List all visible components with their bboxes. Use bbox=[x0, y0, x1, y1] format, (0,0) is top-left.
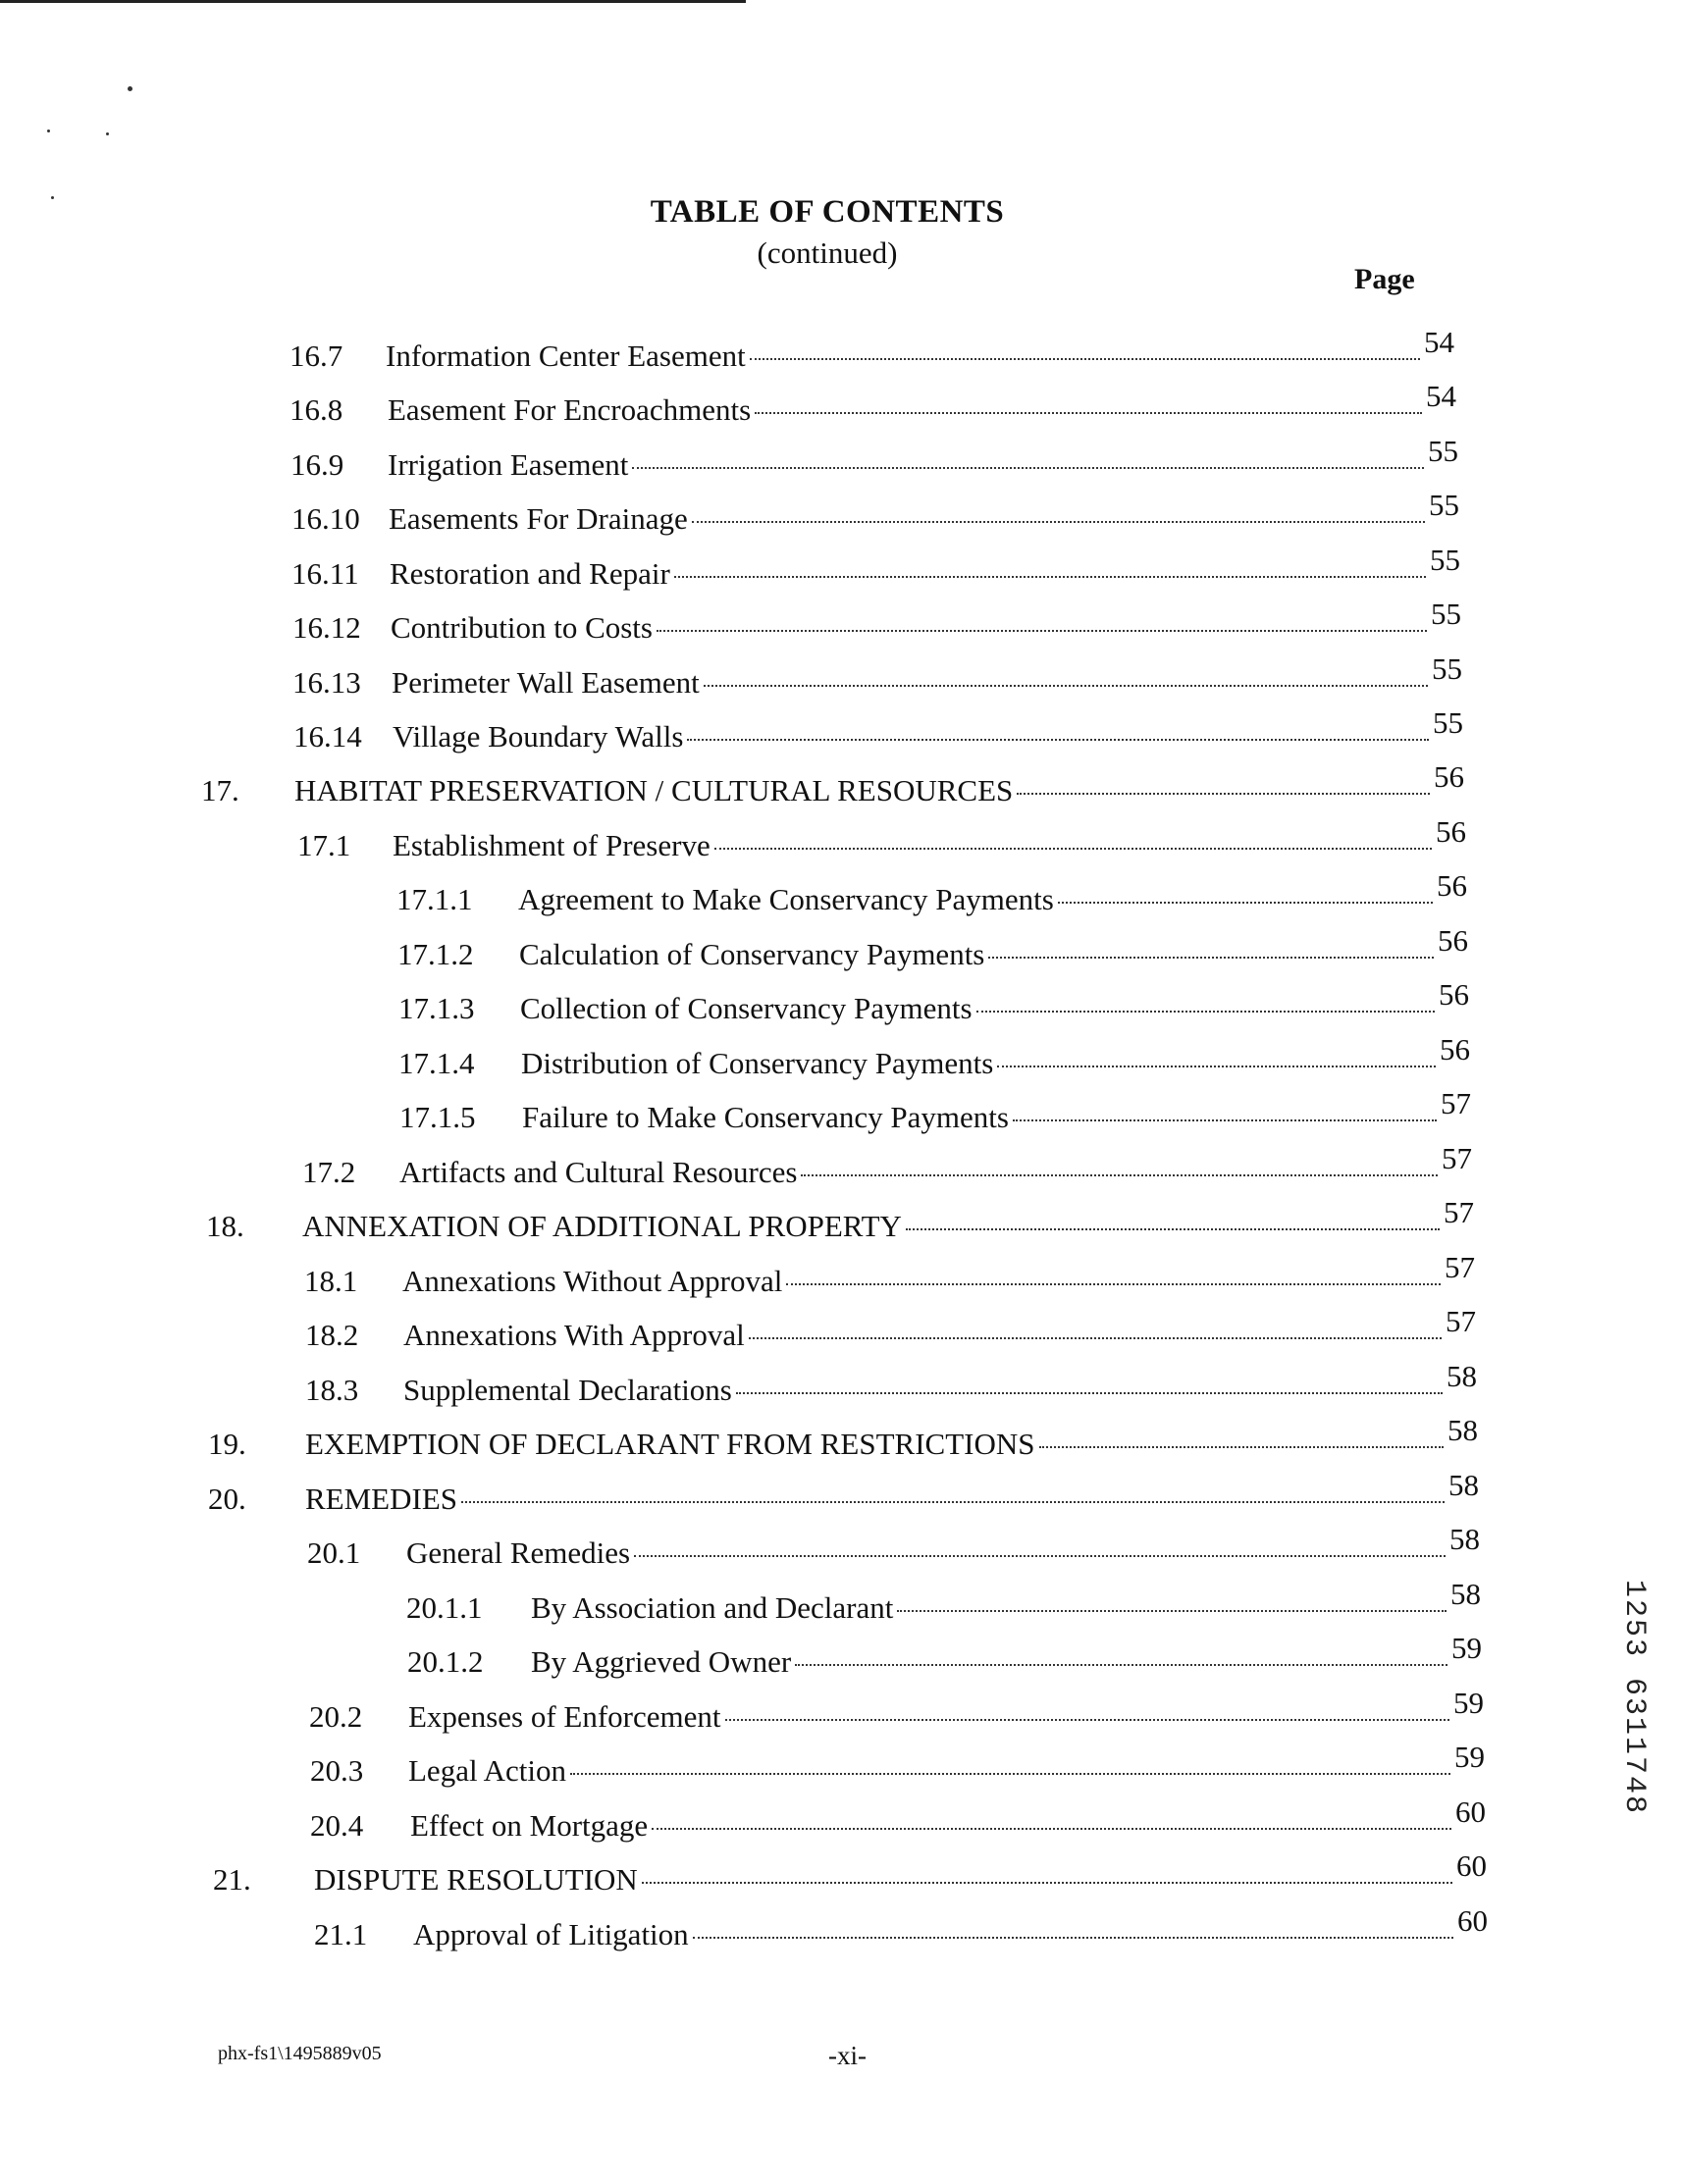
toc-entry-page: 56 bbox=[1438, 923, 1468, 958]
dot-leader bbox=[736, 1392, 1443, 1394]
toc-entry bbox=[208, 1468, 1479, 1525]
dot-leader bbox=[657, 630, 1427, 632]
toc-entry bbox=[407, 1631, 1482, 1688]
dot-leader bbox=[988, 957, 1434, 959]
toc-entry bbox=[213, 1848, 1487, 1905]
toc-entry-title: General Remedies bbox=[406, 1535, 631, 1570]
dot-leader bbox=[632, 467, 1424, 469]
toc-entry-page: 55 bbox=[1429, 488, 1459, 522]
toc-entry-number: 18.2 bbox=[305, 1318, 359, 1352]
dot-leader bbox=[976, 1011, 1435, 1013]
toc-entry-title: Easements For Drainage bbox=[389, 501, 688, 536]
toc-entry bbox=[406, 1577, 1481, 1634]
toc-entry bbox=[304, 1250, 1475, 1307]
dot-leader bbox=[652, 1828, 1451, 1830]
toc-entry-title: EXEMPTION OF DECLARANT FROM RESTRICTIONS bbox=[305, 1427, 1035, 1461]
scan-edge bbox=[0, 0, 746, 3]
toc-entry-title: Perimeter Wall Easement bbox=[392, 665, 700, 700]
toc-entry-number: 20.4 bbox=[310, 1808, 364, 1843]
dot-leader bbox=[674, 576, 1426, 578]
toc-entry-title: Annexations With Approval bbox=[403, 1318, 745, 1352]
toc-entry-title: Restoration and Repair bbox=[390, 556, 670, 591]
dot-leader bbox=[461, 1501, 1445, 1503]
dot-leader bbox=[692, 521, 1425, 523]
toc-entry-title: Approval of Litigation bbox=[413, 1917, 689, 1951]
page-number: -xi- bbox=[828, 2041, 867, 2070]
toc-entry bbox=[208, 1413, 1478, 1470]
dot-leader bbox=[750, 358, 1420, 360]
dot-leader bbox=[704, 685, 1428, 687]
toc-entry bbox=[201, 759, 1464, 816]
toc-entry-page: 60 bbox=[1455, 1794, 1486, 1829]
toc-entry-title: Distribution of Conservancy Payments bbox=[521, 1046, 994, 1080]
toc-entry-title: By Association and Declarant bbox=[531, 1590, 894, 1625]
dot-leader bbox=[1017, 793, 1430, 795]
toc-entry-number: 16.7 bbox=[289, 338, 343, 373]
toc-entry-title: REMEDIES bbox=[305, 1482, 457, 1516]
toc-entry bbox=[291, 543, 1460, 599]
toc-entry bbox=[289, 325, 1454, 382]
toc-entry-number: 20.1 bbox=[307, 1535, 361, 1570]
toc-entry-page: 59 bbox=[1451, 1631, 1482, 1665]
toc-entry-page: 55 bbox=[1432, 651, 1462, 686]
toc-entry bbox=[292, 651, 1462, 708]
dot-leader bbox=[570, 1773, 1450, 1775]
toc-entry-title: Village Boundary Walls bbox=[393, 719, 684, 754]
toc-entry bbox=[397, 923, 1468, 980]
toc-entry-title: Establishment of Preserve bbox=[393, 828, 710, 862]
toc-entry-page: 58 bbox=[1447, 1413, 1478, 1447]
dot-leader bbox=[786, 1283, 1441, 1285]
toc-entry-number: 21.1 bbox=[314, 1917, 368, 1951]
toc-entry bbox=[305, 1359, 1477, 1416]
toc-entry-number: 16.8 bbox=[289, 392, 343, 427]
toc-entry-page: 59 bbox=[1454, 1740, 1485, 1774]
toc-entry-page: 57 bbox=[1444, 1195, 1474, 1229]
toc-entry-number: 17.1.5 bbox=[399, 1100, 476, 1134]
toc-entry-title: Annexations Without Approval bbox=[402, 1264, 783, 1298]
toc-entry-page: 56 bbox=[1434, 759, 1464, 794]
toc-entry-page: 58 bbox=[1449, 1522, 1480, 1556]
toc-entry-page: 54 bbox=[1426, 379, 1456, 413]
toc-entry-title: Expenses of Enforcement bbox=[408, 1699, 721, 1734]
page-subtitle: (continued) bbox=[757, 235, 898, 270]
toc-entry-page: 57 bbox=[1441, 1086, 1471, 1120]
page-title: TABLE OF CONTENTS bbox=[650, 194, 1005, 230]
toc-entry bbox=[310, 1794, 1486, 1851]
bates-stamp: 1253 6311748 bbox=[1617, 1580, 1651, 1816]
toc-entry-page: 58 bbox=[1450, 1577, 1481, 1611]
toc-entry-title: ANNEXATION OF ADDITIONAL PROPERTY bbox=[302, 1209, 902, 1243]
dot-leader bbox=[795, 1664, 1447, 1666]
toc-entry bbox=[310, 1740, 1485, 1796]
toc-entry bbox=[206, 1195, 1474, 1252]
dot-leader bbox=[725, 1719, 1450, 1721]
toc-entry-number: 20.2 bbox=[309, 1699, 363, 1734]
toc-entry-number: 18. bbox=[206, 1209, 244, 1243]
toc-entry-page: 56 bbox=[1440, 1032, 1470, 1066]
toc-entry-page: 57 bbox=[1442, 1141, 1472, 1175]
toc-entry-title: Easement For Encroachments bbox=[388, 392, 752, 427]
dot-leader bbox=[693, 1937, 1453, 1939]
dot-leader bbox=[749, 1337, 1442, 1339]
toc-entry-page: 55 bbox=[1430, 543, 1460, 577]
toc-entry bbox=[291, 488, 1459, 545]
toc-entry-number: 17.1.4 bbox=[398, 1046, 475, 1080]
dot-leader bbox=[634, 1555, 1446, 1557]
dot-leader bbox=[1039, 1446, 1445, 1448]
toc-entry-number: 21. bbox=[213, 1862, 251, 1897]
toc-entry bbox=[290, 434, 1458, 491]
toc-entry-title: DISPUTE RESOLUTION bbox=[314, 1862, 638, 1897]
toc-entry-title: Irrigation Easement bbox=[388, 447, 629, 482]
toc-entry-title: Legal Action bbox=[408, 1753, 566, 1788]
dot-leader bbox=[642, 1882, 1452, 1884]
toc-entry-title: Information Center Easement bbox=[386, 338, 746, 373]
toc-entry-page: 57 bbox=[1446, 1304, 1476, 1338]
toc-entry-page: 57 bbox=[1445, 1250, 1475, 1284]
dot-leader bbox=[714, 848, 1432, 850]
toc-entry-title: Failure to Make Conservancy Payments bbox=[522, 1100, 1009, 1134]
toc-entry-number: 17.2 bbox=[302, 1155, 356, 1189]
toc-entry-page: 56 bbox=[1439, 977, 1469, 1012]
toc-entry bbox=[398, 977, 1469, 1034]
toc-entry-number: 17.1.3 bbox=[398, 991, 475, 1025]
toc-entry-title: Agreement to Make Conservancy Payments bbox=[518, 882, 1054, 916]
toc-entry bbox=[309, 1686, 1484, 1742]
toc-entry-title: Effect on Mortgage bbox=[410, 1808, 649, 1843]
toc-entry-title: Collection of Conservancy Payments bbox=[520, 991, 973, 1025]
dot-leader bbox=[755, 412, 1422, 414]
toc-entry-title: Supplemental Declarations bbox=[403, 1373, 732, 1407]
scan-speck bbox=[106, 132, 109, 135]
toc-entry-page: 56 bbox=[1437, 868, 1467, 903]
toc-entry bbox=[293, 705, 1463, 762]
toc-entry-page: 55 bbox=[1428, 434, 1458, 468]
toc-entry-page: 60 bbox=[1457, 1903, 1488, 1938]
toc-entry-number: 18.1 bbox=[304, 1264, 358, 1298]
toc-entry bbox=[302, 1141, 1472, 1198]
toc-entry bbox=[292, 597, 1461, 653]
toc-entry-page: 54 bbox=[1424, 325, 1454, 359]
dot-leader bbox=[897, 1610, 1447, 1612]
toc-entry-page: 59 bbox=[1453, 1686, 1484, 1720]
toc-entry bbox=[297, 814, 1466, 871]
toc-entry bbox=[398, 1032, 1470, 1089]
toc-entry-page: 60 bbox=[1456, 1848, 1487, 1883]
dot-leader bbox=[1013, 1119, 1437, 1121]
dot-leader bbox=[687, 739, 1429, 741]
toc-entry bbox=[305, 1304, 1476, 1361]
document-id: phx-fs1\1495889v05 bbox=[218, 2043, 382, 2064]
toc-entry bbox=[307, 1522, 1480, 1579]
toc-entry-number: 16.14 bbox=[293, 719, 362, 754]
toc-entry-number: 20.1.2 bbox=[407, 1644, 484, 1679]
toc-entry-number: 16.13 bbox=[292, 665, 361, 700]
scan-speck bbox=[128, 86, 132, 91]
dot-leader bbox=[1058, 902, 1433, 904]
toc-entry bbox=[289, 379, 1456, 436]
toc-entry-page: 55 bbox=[1431, 597, 1461, 631]
toc-entry-number: 18.3 bbox=[305, 1373, 359, 1407]
toc-entry-number: 16.10 bbox=[291, 501, 360, 536]
page-column-label: Page bbox=[1354, 263, 1415, 295]
toc-entry-title: HABITAT PRESERVATION / CULTURAL RESOURCES bbox=[294, 773, 1014, 807]
toc-entry-page: 58 bbox=[1448, 1468, 1479, 1502]
toc-entry bbox=[314, 1903, 1488, 1960]
scan-speck bbox=[47, 130, 50, 132]
toc-entry-number: 20.1.1 bbox=[406, 1590, 483, 1625]
dot-leader bbox=[906, 1228, 1440, 1230]
toc-entry-title: Artifacts and Cultural Resources bbox=[399, 1155, 798, 1189]
toc-entry-title: Contribution to Costs bbox=[391, 610, 653, 645]
toc-entry bbox=[396, 868, 1467, 925]
toc-entry-page: 56 bbox=[1436, 814, 1466, 849]
toc-entry-number: 16.9 bbox=[290, 447, 344, 482]
toc-entry-number: 17.1.1 bbox=[396, 882, 473, 916]
toc-entry-number: 16.12 bbox=[292, 610, 361, 645]
dot-leader bbox=[801, 1174, 1438, 1176]
toc-entry-number: 16.11 bbox=[291, 556, 359, 591]
toc-entry-page: 58 bbox=[1447, 1359, 1477, 1393]
toc-entry-page: 55 bbox=[1433, 705, 1463, 740]
toc-entry-title: By Aggrieved Owner bbox=[531, 1644, 792, 1679]
toc-entry-title: Calculation of Conservancy Payments bbox=[519, 937, 985, 971]
toc-entry-number: 17. bbox=[201, 773, 239, 807]
toc-entry-number: 17.1.2 bbox=[397, 937, 474, 971]
dot-leader bbox=[997, 1066, 1436, 1067]
toc-entry bbox=[399, 1086, 1471, 1143]
toc-entry-number: 20.3 bbox=[310, 1753, 364, 1788]
toc-entry-number: 19. bbox=[208, 1427, 246, 1461]
toc-entry-number: 20. bbox=[208, 1482, 246, 1516]
toc-entry-number: 17.1 bbox=[297, 828, 351, 862]
